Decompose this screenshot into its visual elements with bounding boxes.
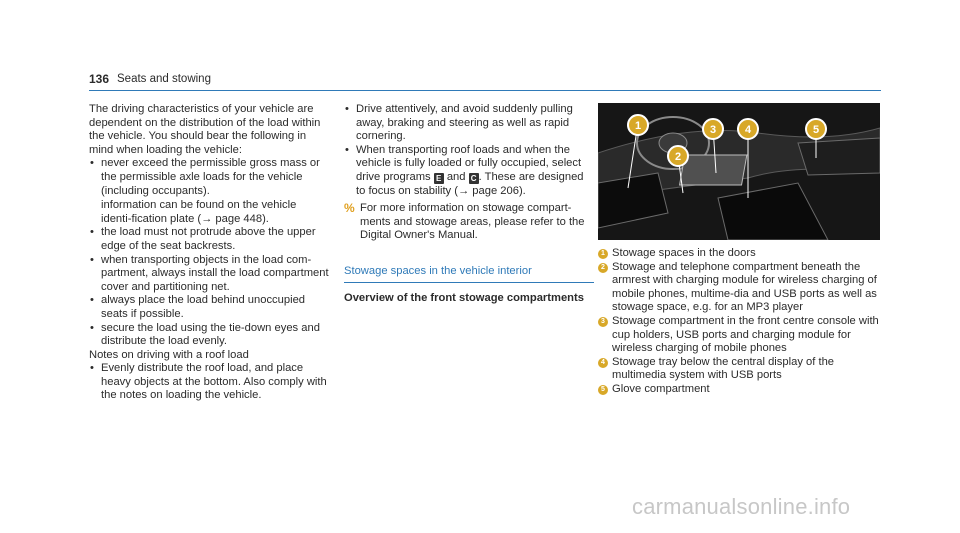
- info-note: [344, 202, 594, 243]
- legend-text: Glove compartment: [612, 382, 710, 395]
- list-item-text: Drive attentively, and avoid suddenly pulling away, braking and steering as well as rapid cornering.: [356, 103, 573, 143]
- list-item: [89, 362, 329, 403]
- list-item-text: always place the load behind unoccupied seats if possible.: [101, 294, 306, 320]
- intro-paragraph: The driving characteristics of your vehicle are dependent on the distribution of the load within the vehicle. You should bear the following in mind when loading the vehicle:: [89, 103, 321, 156]
- legend-text: Stowage compartment in the front centre console with cup holders, USB ports and charging module for wireless charging of mobile phones: [612, 314, 879, 355]
- drive-program-e-icon: E: [434, 173, 444, 184]
- interior-drawing: [598, 103, 880, 240]
- interior-illustration: [598, 103, 880, 240]
- note-text: For more information on stowage compart-ments and stowage areas, please refer to the Digital Owner's Manual.: [360, 202, 585, 242]
- legend-text: Stowage tray below the central display of the multimedia system with USB ports: [612, 355, 835, 382]
- callout-badge: 2: [598, 263, 608, 273]
- arrow-right-icon: →: [201, 212, 213, 225]
- list-item-text: Evenly distribute the roof load, and place heavy objects at the bottom. Also comply with the notes on loading the vehicle.: [101, 362, 327, 402]
- page-link[interactable]: page 206).: [469, 184, 526, 197]
- loading-list: [89, 157, 329, 348]
- list-item: [344, 144, 594, 198]
- list-item-text: . These are designed to focus on stability (: [356, 170, 584, 197]
- section-title: Seats and stowing: [117, 73, 211, 85]
- callout-1: [628, 115, 648, 135]
- legend-text: Stowage spaces in the doors: [612, 247, 756, 259]
- list-item-text: when transporting objects in the load com-partment, always install the load compartment cover and partitioning net.: [101, 253, 329, 293]
- callout-2: [668, 146, 688, 166]
- column-middle: [344, 103, 594, 305]
- callout-3: [703, 119, 723, 139]
- notes-heading: Notes on driving with a roof load: [89, 348, 249, 361]
- list-item: [89, 254, 329, 295]
- drive-program-c-icon: C: [469, 173, 479, 184]
- callout-number: 1: [634, 120, 642, 132]
- list-item-text: and: [443, 170, 469, 183]
- legend-item: [598, 383, 880, 397]
- list-item: [89, 294, 329, 321]
- page-link[interactable]: page 448).: [212, 212, 269, 225]
- callout-legend: [598, 247, 880, 397]
- glove-box-shape: [798, 138, 880, 175]
- list-item: [89, 157, 329, 226]
- callout-5: [806, 119, 826, 139]
- legend-text: Stowage and telephone compartment beneath the armrest with charging module for wireless charging of mobile phones, multime-dia and USB ports as well as stowage space, e.g. for an MP3 player: [612, 260, 877, 314]
- list-item-text: never exceed the permissible gross mass or the permissible axle loads for the vehicle (including occupants).: [101, 157, 320, 197]
- arrow-right-icon: →: [457, 184, 470, 197]
- watermark: carmanualsonline.info: [632, 494, 851, 519]
- list-item-extra-text: information can be found on the vehicle identi-fication plate (: [101, 199, 297, 225]
- page-number: 136: [89, 72, 110, 86]
- list-item-text: When transporting roof loads and when the vehicle is fully loaded or fully occupied, select drive programs: [356, 143, 582, 183]
- callout-number: 4: [744, 124, 752, 136]
- callout-badge: 4: [598, 358, 608, 368]
- legend-item: [598, 247, 880, 261]
- callout-badge: 1: [598, 249, 608, 259]
- roof-load-list: [89, 362, 329, 403]
- callout-badge: 5: [598, 385, 608, 395]
- callout-number: 5: [812, 124, 820, 136]
- note-icon: %: [344, 201, 355, 216]
- driving-list: [344, 103, 594, 198]
- callout-4: [738, 119, 758, 139]
- legend-item: [598, 356, 880, 383]
- column-left: [89, 103, 329, 403]
- central-display-shape: [680, 155, 747, 185]
- list-item-text: secure the load using the tie-down eyes and distribute the load evenly.: [101, 321, 320, 348]
- page-header: [89, 73, 881, 91]
- legend-item: [598, 261, 880, 315]
- list-item: [344, 103, 594, 144]
- callout-badge: 3: [598, 317, 608, 327]
- callout-number: 2: [674, 151, 682, 163]
- list-item: [89, 226, 329, 253]
- list-item: [89, 322, 329, 349]
- overview-heading: Overview of the front stowage compartments: [344, 291, 584, 304]
- list-item-text: the load must not protrude above the upper edge of the seat backrests.: [101, 226, 316, 252]
- stowage-link-heading[interactable]: Stowage spaces in the vehicle interior: [344, 265, 594, 283]
- callout-number: 3: [709, 124, 717, 136]
- list-item-extra: [101, 199, 329, 226]
- legend-item: [598, 315, 880, 356]
